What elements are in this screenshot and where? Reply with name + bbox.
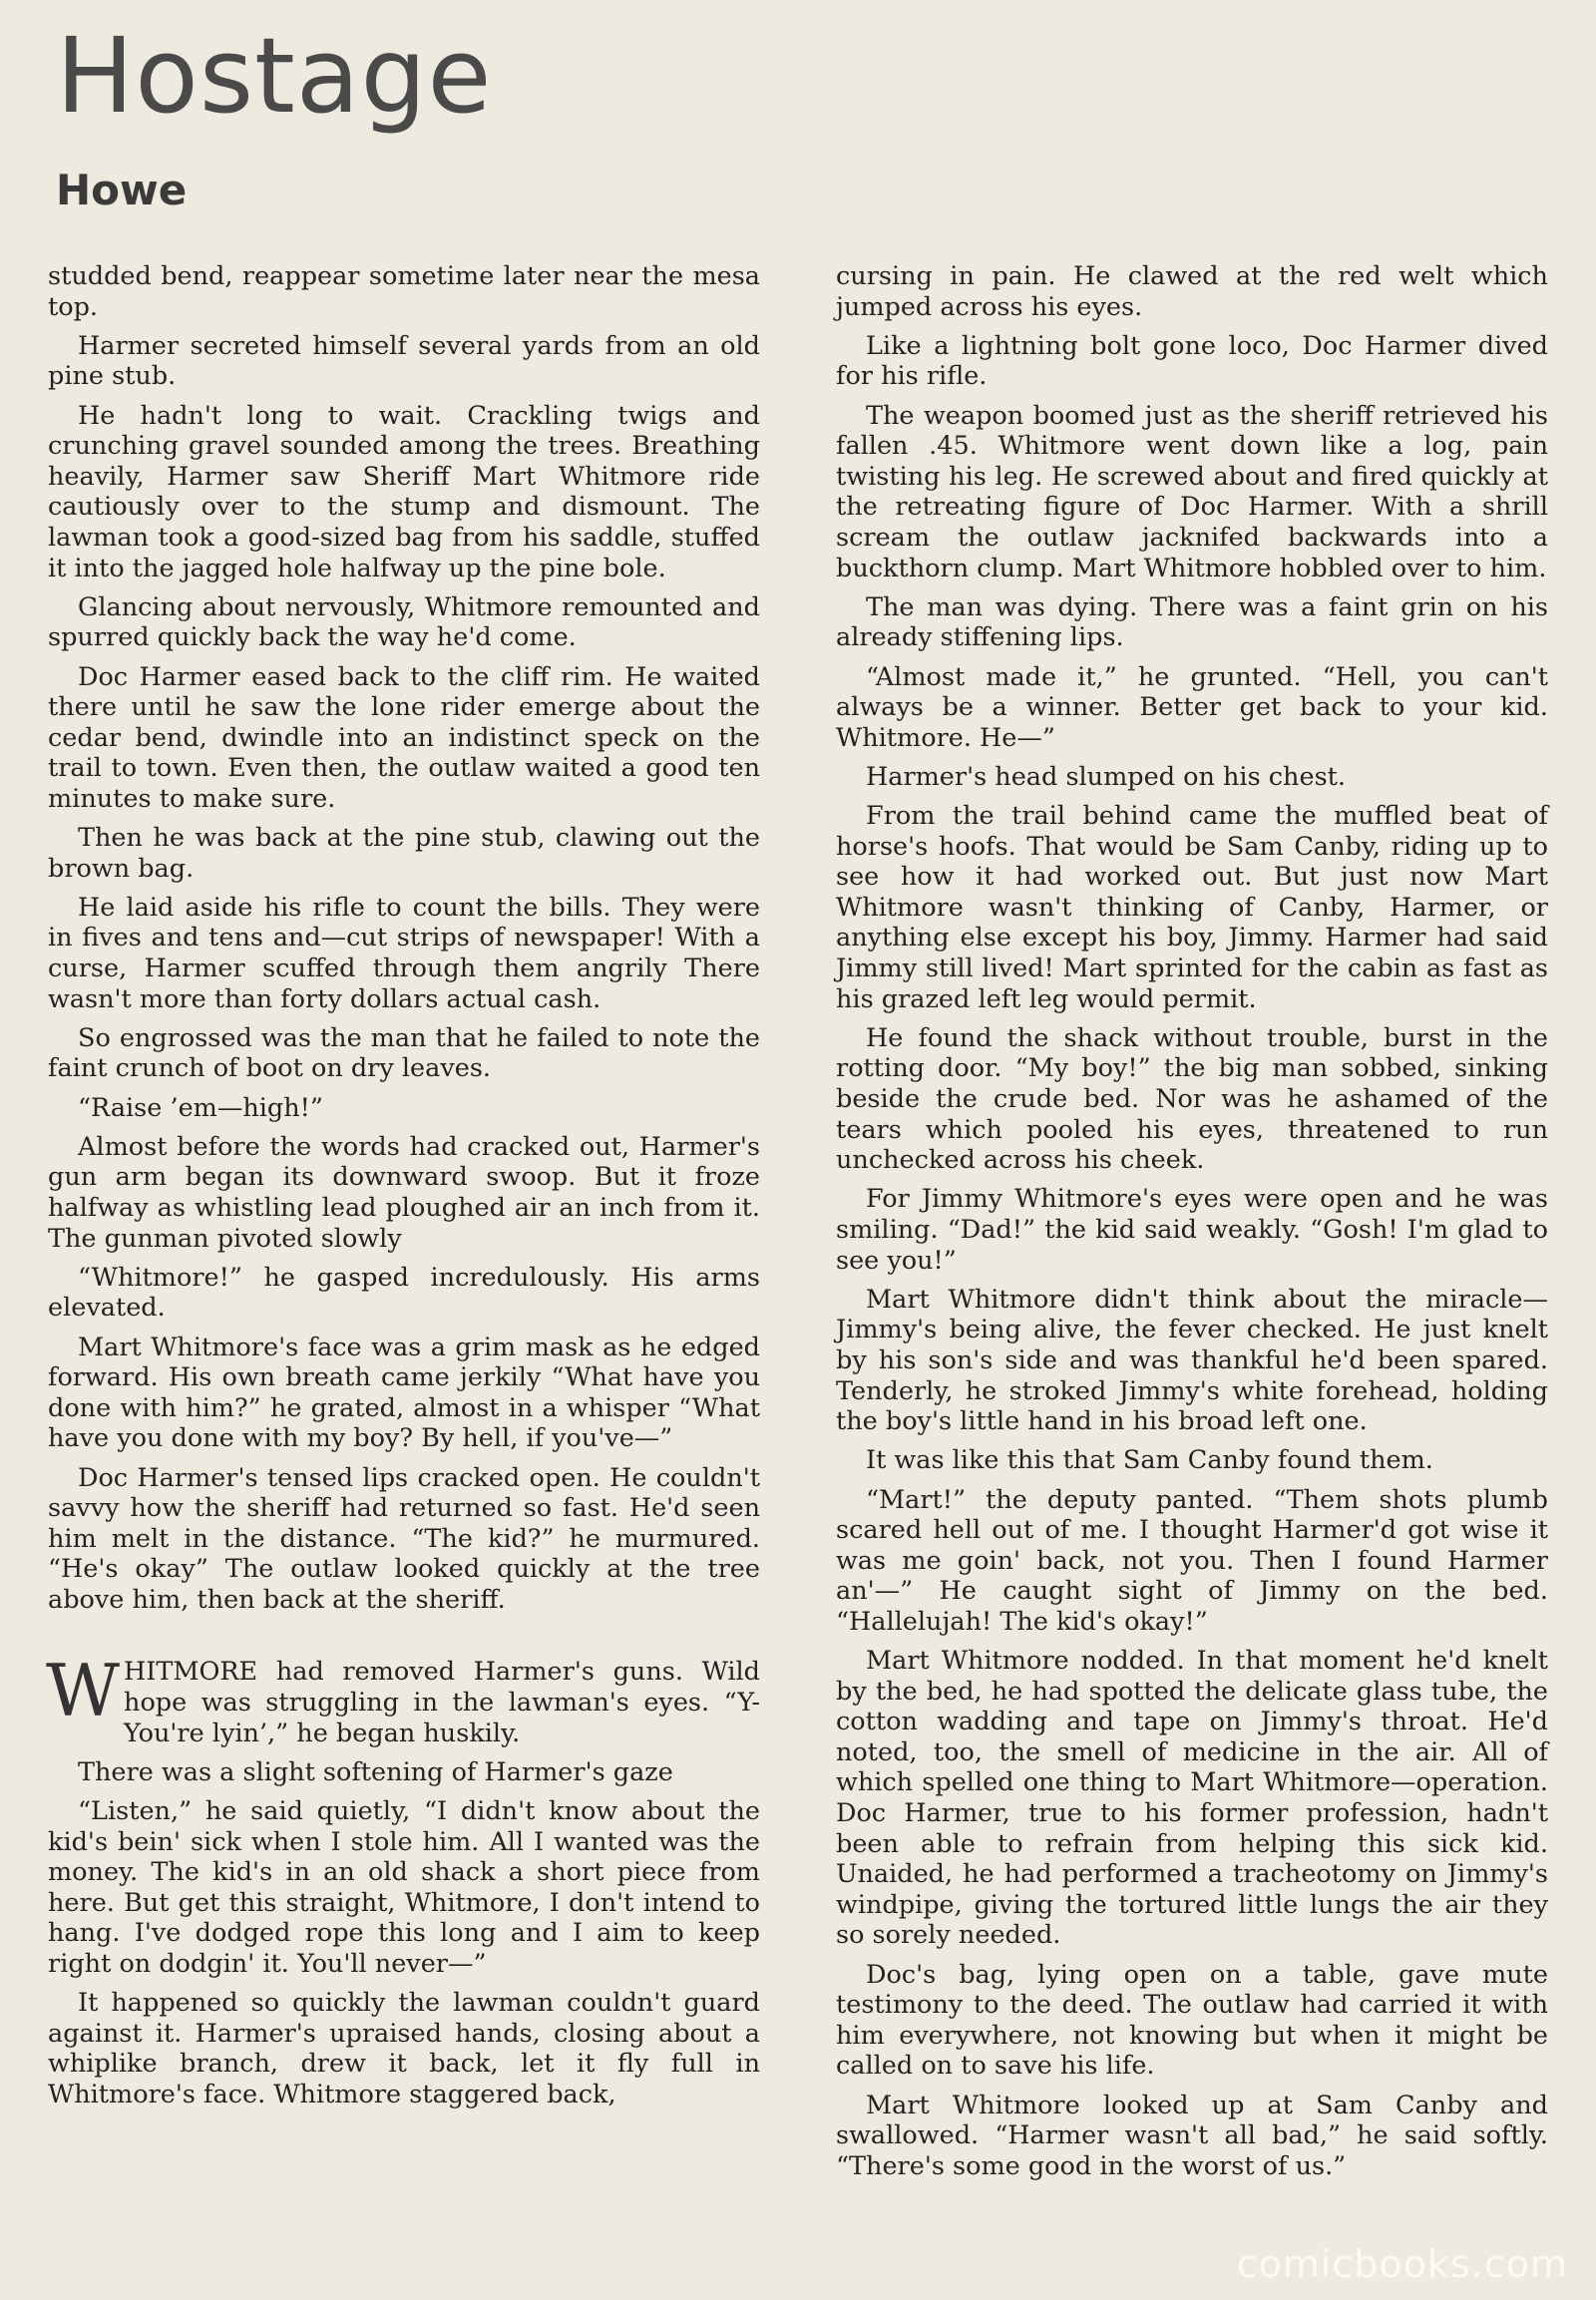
paragraph-text: Doc Harmer eased back to the cliff rim. He waited there until he saw the lone rider emerge about the cedar bend, dwindle into an indistinct speck on the trail to town. Even then, the outlaw waited a good ten minutes to make sure. <box>48 661 760 814</box>
paragraph <box>48 1263 760 1324</box>
paragraph-text: Doc Harmer's tensed lips cracked open. He couldn't savvy how the sheriff had returned so fast. He'd seen him melt in the distance. “The kid?” he murmured. “He's okay” The outlaw looked quickly at the tree above him, then back at the sheriff. <box>48 1462 760 1615</box>
paragraph <box>48 1757 760 1788</box>
paragraph-text: It was like this that Sam Canby found them. <box>866 1445 1433 1476</box>
paragraph <box>836 331 1548 392</box>
paragraph <box>48 1988 760 2109</box>
drop-cap: W <box>46 1649 121 1733</box>
paragraph <box>48 1333 760 1454</box>
paragraph-text: “Almost made it,” he grunted. “Hell, you can't always be a winner. Better get back to your kid. Whitmore. He—” <box>836 661 1548 753</box>
paragraph-text: He laid aside his rifle to count the bills. They were in fives and tens and—cut strips of newspaper! With a curse, Harmer scuffed through them angrily There wasn't more than forty dollars actual cash. <box>48 892 760 1014</box>
paragraph-text: Then he was back at the pine stub, clawing out the brown bag. <box>48 823 760 884</box>
paragraph <box>46 1649 760 1748</box>
paragraph <box>48 893 760 1014</box>
paragraph <box>48 1132 760 1254</box>
paragraph-text: Doc's bag, lying open on a table, gave mute testimony to the deed. The outlaw had carried it with him everywhere, not knowing but when it might be called on to save his life. <box>836 1959 1548 2082</box>
paragraph-text: It happened so quickly the lawman couldn't guard against it. Harmer's upraised hands, closing about a whiplike branch, drew it back, let it fly full in Whitmore's face. Whitmore staggered back, <box>48 1988 760 2109</box>
paragraph <box>48 1023 760 1084</box>
story-title: Hostage <box>56 15 493 137</box>
paragraph-text: “Listen,” he said quietly, “I didn't know about the kid's bein' sick when I stole him. All I wanted was the money. The kid's in an old shack a short piece from here. But get this straight, Whitmore, I don't intend to hang. I've dodged rope this long and I aim to keep right on dodgin' it. You'll never—” <box>48 1796 760 1979</box>
right-column <box>836 261 1548 2190</box>
paragraph <box>836 1285 1548 1437</box>
paragraph-text: studded bend, reappear sometime later near the mesa top. <box>48 261 760 322</box>
paragraph <box>836 261 1548 322</box>
paragraph <box>48 1093 760 1124</box>
paragraph-text: “Whitmore!” he gasped incredulously. His arms elevated. <box>48 1262 760 1324</box>
paragraph <box>836 1485 1548 1638</box>
author-byline: Howe <box>56 166 188 214</box>
paragraph <box>48 261 760 322</box>
paragraph <box>836 2091 1548 2182</box>
paragraph-text: “Mart!” the deputy panted. “Them shots plumb scared hell out of me. I thought Harmer'd got wise it was me goin' back, not you. Then I found Harmer an'—” He caught sight of Jimmy on the bed. “Hallelujah! The kid's okay!” <box>836 1484 1548 1637</box>
paragraph-text: Mart Whitmore's face was a grim mask as he edged forward. His own breath came jerkily “What have you done with him?” he grated, almost in a whisper “What have you done with my boy? By hell, if you've—” <box>48 1332 760 1454</box>
paragraph-text: Harmer secreted himself several yards from an old pine stub. <box>48 330 760 392</box>
paragraph-text: Harmer's head slumped on his chest. <box>866 761 1347 792</box>
paragraph <box>836 801 1548 1014</box>
paragraph <box>836 401 1548 584</box>
paragraph-text: Glancing about nervously, Whitmore remounted and spurred quickly back the way he'd come. <box>48 591 760 653</box>
paragraph <box>48 401 760 584</box>
paragraph-text: “Raise ’em—high!” <box>78 1092 323 1123</box>
paragraph <box>48 662 760 815</box>
paragraph <box>48 331 760 392</box>
paragraph-text: So engrossed was the man that he failed to note the faint crunch of boot on dry leaves. <box>48 1022 760 1084</box>
site-watermark: comicbooks.com <box>1236 2242 1568 2286</box>
left-column <box>48 261 760 2118</box>
paragraph-text: For Jimmy Whitmore's eyes were open and he was smiling. “Dad!” the kid said weakly. “Gosh! I'm glad to see you!” <box>836 1184 1548 1276</box>
paragraph <box>836 1023 1548 1176</box>
paragraph-text: Like a lightning bolt gone loco, Doc Harmer dived for his rifle. <box>836 330 1548 392</box>
paragraph-text: The weapon boomed just as the sheriff retrieved his fallen .45. Whitmore went down like a log, pain twisting his leg. He screwed about and fired quickly at the retreating figure of Doc Harmer. With a shrill scream the outlaw jacknifed backwards into a buckthorn clump. Mart Whitmore hobbled over to him. <box>836 400 1548 583</box>
paragraph <box>836 592 1548 653</box>
paragraph <box>836 762 1548 793</box>
paragraph-text: Mart Whitmore didn't think about the miracle—Jimmy's being alive, the fever checked. He just knelt by his son's side and was thankful he'd been spared. Tenderly, he stroked Jimmy's white forehead, holding the boy's little hand in his broad left one. <box>836 1284 1548 1437</box>
paragraph-text: HITMORE had removed Harmer's guns. Wild hope was struggling in the lawman's eyes. “Y-You're lyin’,” he began huskily. <box>124 1657 760 1748</box>
paragraph-text: The man was dying. There was a faint grin on his already stiffening lips. <box>836 591 1548 653</box>
paragraph <box>48 1463 760 1616</box>
paragraph-text: Mart Whitmore nodded. In that moment he'd knelt by the bed, he had spotted the delicate glass tube, the cotton wadding and tape on Jimmy's throat. He'd noted, too, the smell of medicine in the air. All of which spelled one thing to Mart Whitmore—operation. Doc Harmer, true to his former profession, hadn't been able to refrain from helping this sick kid. Unaided, he had performed a tracheotomy on Jimmy's windpipe, giving the tortured little lungs the air they so sorely needed. <box>836 1646 1548 1951</box>
paragraph-text: From the trail behind came the muffled beat of horse's hoofs. That would be Sam Canby, riding up to see how it had worked out. But just now Mart Whitmore wasn't thinking of Canby, Harmer, or anything else except his boy, Jimmy. Harmer had said Jimmy still lived! Mart sprinted for the cabin as fast as his grazed left leg would permit. <box>836 801 1548 1014</box>
paragraph <box>836 662 1548 754</box>
paragraph <box>48 1796 760 1980</box>
paragraph-text: Mart Whitmore looked up at Sam Canby and swallowed. “Harmer wasn't all bad,” he said softly. “There's some good in the worst of us.” <box>836 2090 1548 2181</box>
paragraph <box>836 1445 1548 1476</box>
paragraph-text: Almost before the words had cracked out, Harmer's gun arm began its downward swoop. But it froze halfway as whistling lead ploughed air an inch from it. The gunman pivoted slowly <box>48 1131 760 1254</box>
paragraph-text: cursing in pain. He clawed at the red welt which jumped across his eyes. <box>836 261 1548 322</box>
paragraph <box>48 592 760 653</box>
paragraph-text: There was a slight softening of Harmer's gaze <box>78 1756 673 1787</box>
paragraph-text: He hadn't long to wait. Crackling twigs and crunching gravel sounded among the trees. Breathing heavily, Harmer saw Sheriff Mart Whitmore ride cautiously over to the stump and dismount. The lawman took a good-sized bag from his saddle, stuffed it into the jagged hole halfway up the pine bole. <box>48 400 760 583</box>
paragraph-text: He found the shack without trouble, burst in the rotting door. “My boy!” the big man sobbed, sinking beside the crude bed. Nor was he ashamed of the tears which pooled his eyes, threatened to run unchecked across his cheek. <box>836 1022 1548 1176</box>
paragraph <box>836 1184 1548 1276</box>
paragraph <box>48 823 760 884</box>
paragraph <box>836 1960 1548 2082</box>
paragraph <box>836 1646 1548 1951</box>
